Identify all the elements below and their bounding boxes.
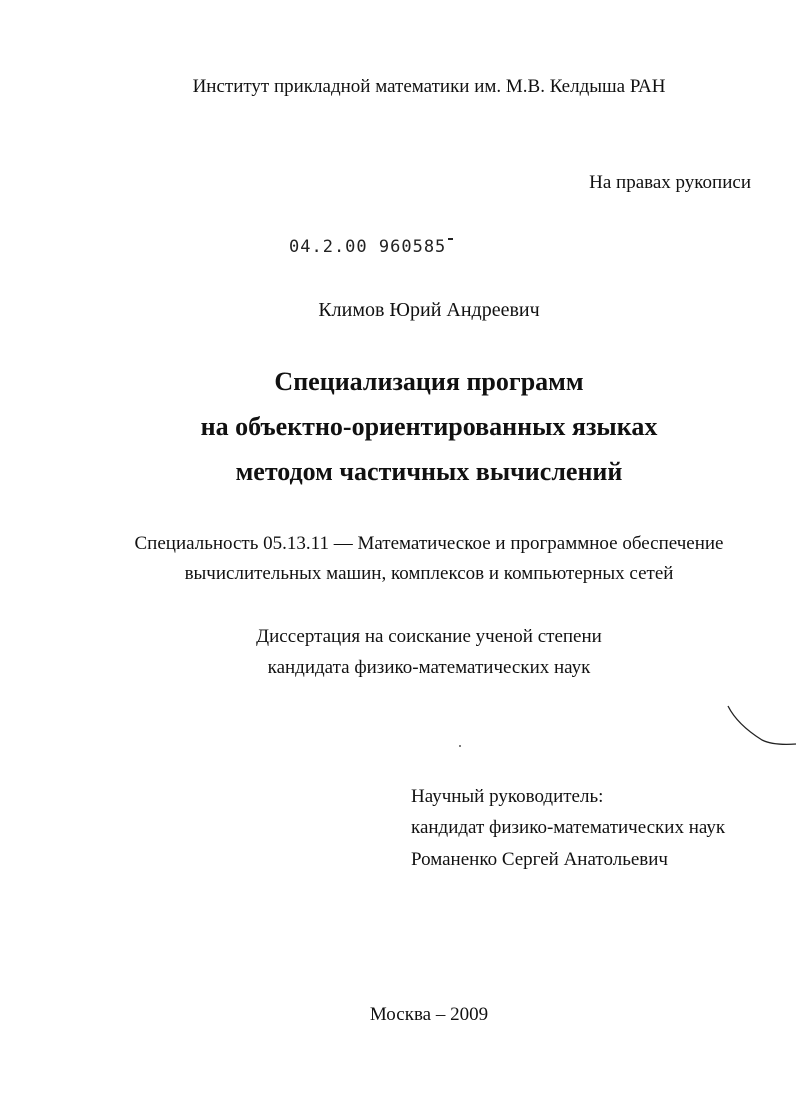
supervisor-label: Научный руководитель:: [411, 786, 604, 807]
dissertation-line-2: кандидата физико-математических наук: [267, 657, 591, 678]
author-name: Климов Юрий Андреевич: [318, 299, 540, 321]
dissertation-line-1: Диссертация на соискание ученой степени: [256, 626, 602, 647]
stamp-mark-icon: [448, 238, 453, 240]
library-stamp-number: [289, 236, 453, 258]
title-line-2: на объектно-ориентированных языках: [200, 412, 658, 441]
speck-icon: [459, 745, 461, 747]
pen-mark-icon: [722, 700, 797, 750]
supervisor-name: Романенко Сергей Анатольевич: [411, 849, 668, 870]
specialty-line-1: Специальность 05.13.11 — Математическое и программное обеспечение: [134, 533, 724, 554]
specialty-line-2: вычислительных машин, комплексов и компьютерных сетей: [184, 563, 674, 584]
title-line-1: Специализация программ: [274, 367, 584, 396]
city-year: Москва – 2009: [369, 1004, 489, 1025]
supervisor-degree: кандидат физико-математических наук: [411, 817, 726, 838]
title-line-3: методом частичных вычислений: [235, 457, 623, 486]
manuscript-rights-note: На правах рукописи: [589, 172, 751, 193]
institute-name: Институт прикладной математики им. М.В. Келдыша РАН: [192, 76, 666, 97]
stamp-number-text: 04.2.00 960585: [289, 237, 447, 257]
